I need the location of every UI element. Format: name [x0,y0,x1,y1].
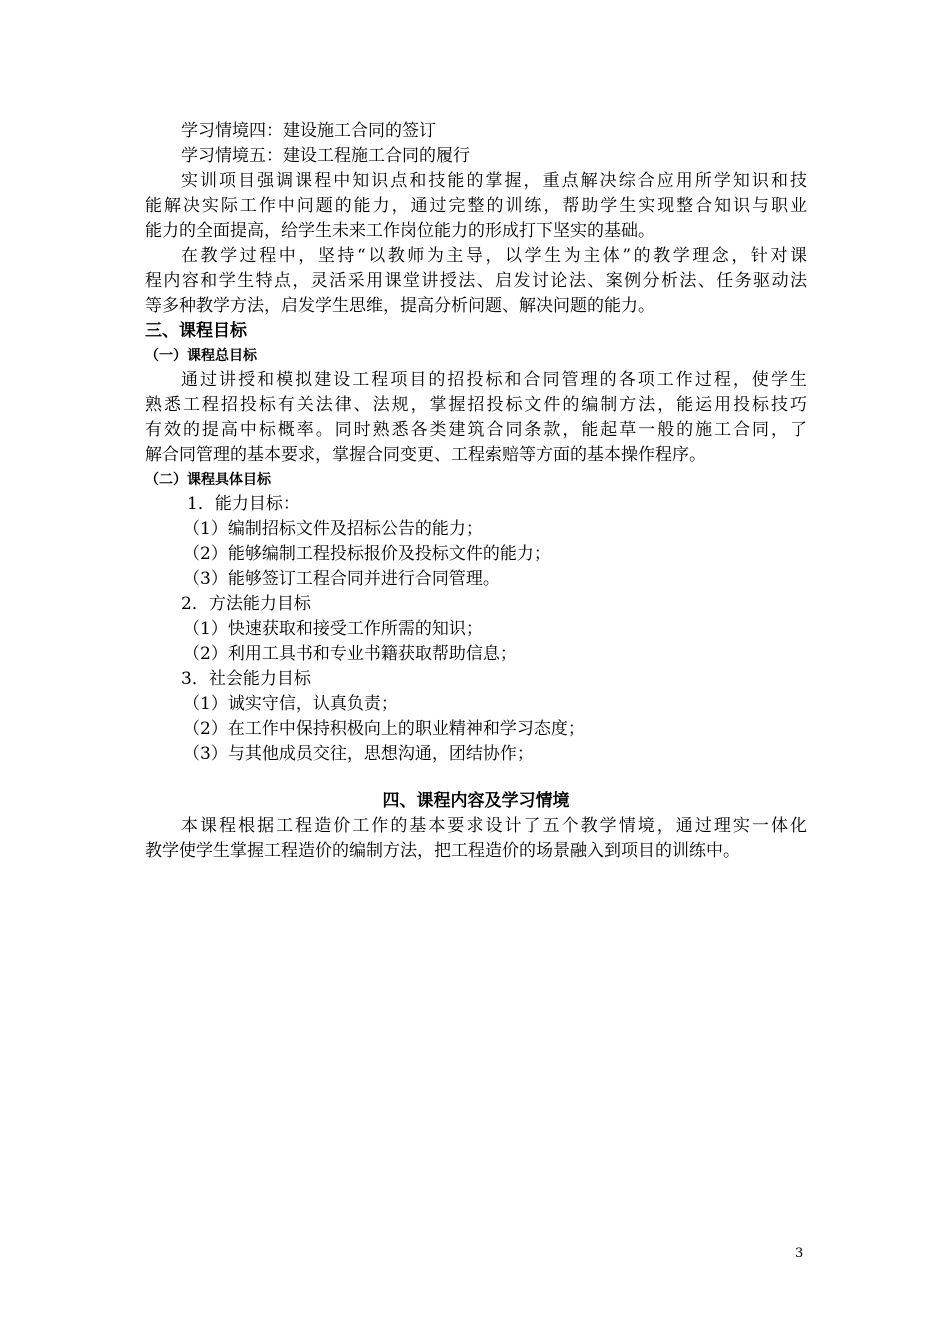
list-item: （2）能够编制工程投标报价及投标文件的能力； [183,544,551,564]
section-4-paragraph [145,814,807,864]
paragraph-line: 实训项目强调课程中知识点和技能的掌握，重点解决综合应用所学知识和技 [181,171,807,191]
section-3-heading: 三、课程目标 [145,321,247,341]
paragraph-line: 能解决实际工作中问题的能力，通过完整的训练，帮助学生实现整合知识与职业 [145,196,807,216]
list-item: （2）在工作中保持积极向上的职业精神和学习态度； [183,719,585,739]
paragraph-line: 等多种教学方法，启发学生思维，提高分析问题、解决问题的能力。 [145,296,655,316]
situation-five: 学习情境五：建设工程施工合同的履行 [181,146,470,166]
paragraph-line: 通过讲授和模拟建设工程项目的招投标和合同管理的各项工作过程，使学生 [181,370,807,390]
ability-goals-title: 1．能力目标： [187,494,300,514]
social-goals [145,667,807,767]
paragraph-line: 教学使学生掌握工程造价的编制方法，把工程造价的场景融入到项目的训练中。 [145,841,740,861]
training-paragraph [145,169,807,244]
section-3-1-heading: （一）课程总目标 [145,348,257,364]
list-item: （2）利用工具书和专业书籍获取帮助信息； [183,644,517,664]
page-content [145,119,807,864]
paragraph-line: 在教学过程中，坚持“以教师为主导，以学生为主体”的教学理念，针对课 [181,246,807,266]
spacer [145,767,807,789]
overall-goal-paragraph [145,368,807,468]
list-item: （3）与其他成员交往，思想沟通，团结协作； [183,744,534,764]
paragraph-line: 本课程根据工程造价工作的基本要求设计了五个教学情境，通过理实一体化 [181,816,807,836]
list-item: （1）编制招标文件及招标公告的能力； [183,519,483,539]
paragraph-line: 程内容和学生特点，灵活采用课堂讲授法、启发讨论法、案例分析法、任务驱动法 [145,271,807,291]
method-goals [145,592,807,667]
teaching-paragraph [145,244,807,319]
list-item: （1）诚实守信，认真负责； [183,694,398,714]
section-3-2-heading: （二）课程具体目标 [145,472,271,488]
method-goals-title: 2．方法能力目标 [181,594,311,614]
list-item: （1）快速获取和接受工作所需的知识； [183,619,483,639]
paragraph-line: 能力的全面提高，给学生未来工作岗位能力的形成打下坚实的基础。 [145,221,655,241]
section-4-heading: 四、课程内容及学习情境 [382,791,570,811]
situation-four: 学习情境四：建设施工合同的签订 [181,121,436,141]
paragraph-line: 解合同管理的基本要求，掌握合同变更、工程索赔等方面的基本操作程序。 [145,445,706,465]
paragraph-line: 有效的提高中标概率。同时熟悉各类建筑合同条款，能起草一般的施工合同，了 [145,420,807,440]
page-number: 3 [795,1246,804,1261]
paragraph-line: 熟悉工程招投标有关法律、法规，掌握招投标文件的编制方法，能运用投标技巧 [145,395,807,415]
ability-goals [145,492,807,592]
social-goals-title: 3．社会能力目标 [181,669,311,689]
list-item: （3）能够签订工程合同并进行合同管理。 [183,569,500,589]
